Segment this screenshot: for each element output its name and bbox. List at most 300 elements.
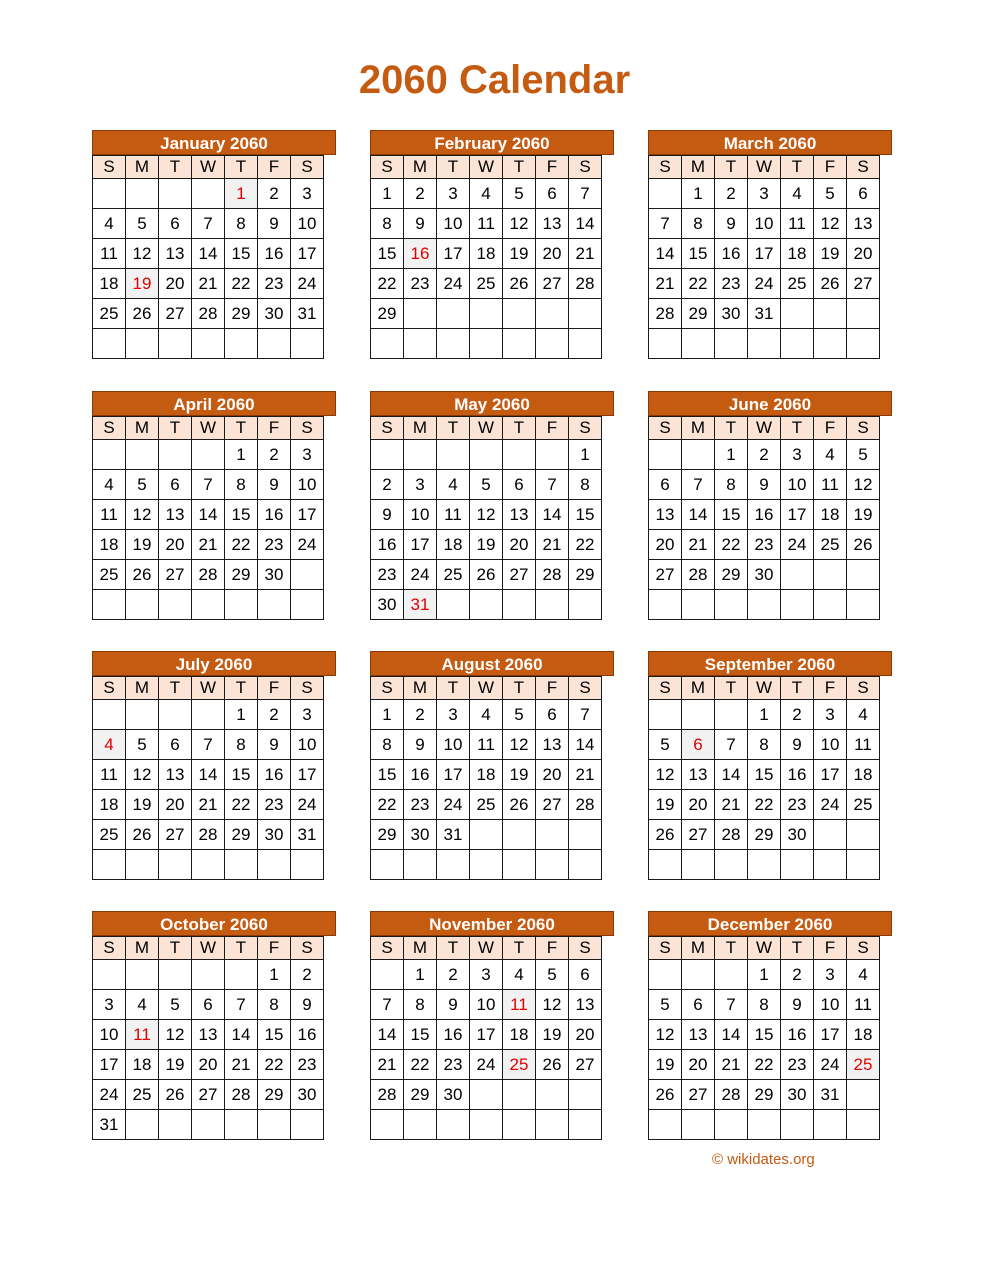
weekday-header-row: [649, 937, 880, 960]
day-cell: 24: [470, 1050, 503, 1080]
day-cell: 3: [748, 179, 781, 209]
weekday-label: T: [437, 677, 470, 700]
day-cell: 11: [93, 239, 126, 269]
day-cell: 6: [192, 990, 225, 1020]
month-block: [648, 911, 890, 1147]
empty-day-cell: [258, 850, 291, 880]
day-cell: 30: [258, 560, 291, 590]
week-row: [371, 239, 602, 269]
empty-day-cell: [404, 850, 437, 880]
week-row: [371, 820, 602, 850]
empty-day-cell: [847, 850, 880, 880]
empty-day-cell: [126, 700, 159, 730]
day-cell: 8: [682, 209, 715, 239]
day-cell: 20: [682, 1050, 715, 1080]
day-cell: 29: [748, 1080, 781, 1110]
day-cell: 22: [682, 269, 715, 299]
weekday-label: T: [781, 937, 814, 960]
day-cell: 20: [536, 760, 569, 790]
day-cell: 2: [748, 440, 781, 470]
day-cell: 20: [159, 269, 192, 299]
day-cell: 26: [649, 1080, 682, 1110]
day-cell: 11: [814, 470, 847, 500]
week-row: [93, 299, 324, 329]
weekday-label: S: [291, 937, 324, 960]
day-cell: 10: [93, 1020, 126, 1050]
weekday-label: S: [569, 677, 602, 700]
day-cell: 29: [715, 560, 748, 590]
day-cell: 15: [404, 1020, 437, 1050]
empty-day-cell: [715, 329, 748, 359]
month-block: [648, 130, 890, 366]
weekday-label: F: [258, 937, 291, 960]
day-cell: 9: [258, 470, 291, 500]
empty-day-cell: [126, 960, 159, 990]
day-cell: 30: [258, 299, 291, 329]
empty-day-cell: [814, 850, 847, 880]
day-cell: 24: [404, 560, 437, 590]
page-title: 2060 Calendar: [358, 58, 631, 102]
day-cell: 21: [715, 1050, 748, 1080]
weekday-label: M: [404, 156, 437, 179]
day-cell: 11: [847, 990, 880, 1020]
weekday-label: S: [93, 417, 126, 440]
empty-day-cell: [371, 1110, 404, 1140]
week-row: [371, 530, 602, 560]
empty-day-cell: [225, 850, 258, 880]
day-cell: 9: [781, 730, 814, 760]
weekday-label: S: [291, 677, 324, 700]
weekday-header-row: [371, 156, 602, 179]
day-cell: 6: [159, 209, 192, 239]
empty-day-cell: [814, 1110, 847, 1140]
week-row: [371, 990, 602, 1020]
day-cell: 16: [258, 760, 291, 790]
day-cell: 16: [781, 760, 814, 790]
weekday-label: T: [225, 417, 258, 440]
day-cell: 2: [404, 179, 437, 209]
day-cell: 21: [192, 530, 225, 560]
day-cell: 2: [781, 700, 814, 730]
day-cell: 10: [781, 470, 814, 500]
weekday-label: S: [93, 937, 126, 960]
day-cell: 19: [126, 790, 159, 820]
empty-day-cell: [715, 850, 748, 880]
weekday-header-row: [93, 677, 324, 700]
weekday-label: T: [715, 937, 748, 960]
empty-day-cell: [649, 700, 682, 730]
day-cell: 7: [569, 179, 602, 209]
weekday-label: W: [470, 677, 503, 700]
week-row: [649, 820, 880, 850]
day-cell: 29: [682, 299, 715, 329]
empty-day-cell: [847, 560, 880, 590]
day-cell: 24: [814, 1050, 847, 1080]
day-cell: 3: [291, 700, 324, 730]
day-cell: 11: [847, 730, 880, 760]
empty-day-cell: [93, 590, 126, 620]
day-cell: 19: [470, 530, 503, 560]
empty-day-cell: [192, 850, 225, 880]
empty-day-cell: [814, 299, 847, 329]
empty-day-cell: [781, 590, 814, 620]
day-cell: 5: [126, 730, 159, 760]
day-cell: 18: [503, 1020, 536, 1050]
day-cell: 13: [159, 760, 192, 790]
weekday-label: F: [536, 677, 569, 700]
weekday-label: T: [159, 937, 192, 960]
week-row: [93, 560, 324, 590]
day-cell: 4: [93, 209, 126, 239]
day-cell: 19: [847, 500, 880, 530]
day-cell: 30: [781, 1080, 814, 1110]
day-cell: 3: [470, 960, 503, 990]
empty-day-cell: [470, 329, 503, 359]
week-row: [93, 470, 324, 500]
day-cell: 8: [748, 990, 781, 1020]
day-cell: 10: [291, 730, 324, 760]
day-cell: 18: [93, 530, 126, 560]
day-cell: 4: [470, 179, 503, 209]
day-cell: 30: [748, 560, 781, 590]
week-row: [649, 700, 880, 730]
day-cell: 3: [93, 990, 126, 1020]
day-cell: 30: [437, 1080, 470, 1110]
day-cell: 28: [715, 820, 748, 850]
week-row: [371, 1110, 602, 1140]
day-cell: 1: [748, 700, 781, 730]
day-cell: 1: [225, 700, 258, 730]
day-cell: 8: [569, 470, 602, 500]
month-title: December 2060: [648, 911, 892, 936]
day-cell: 26: [814, 269, 847, 299]
empty-day-cell: [748, 850, 781, 880]
day-cell: 14: [192, 239, 225, 269]
day-cell: 13: [159, 500, 192, 530]
day-cell: 1: [748, 960, 781, 990]
day-cell: 9: [258, 209, 291, 239]
day-cell: 22: [225, 269, 258, 299]
day-cell: 15: [225, 760, 258, 790]
empty-day-cell: [192, 440, 225, 470]
week-row: [93, 1080, 324, 1110]
day-cell: 27: [536, 790, 569, 820]
day-cell: 5: [159, 990, 192, 1020]
empty-day-cell: [225, 960, 258, 990]
weekday-label: S: [291, 156, 324, 179]
empty-day-cell: [847, 1080, 880, 1110]
day-cell: 8: [748, 730, 781, 760]
day-cell: 9: [404, 730, 437, 760]
day-cell: 20: [682, 790, 715, 820]
week-row: [371, 1080, 602, 1110]
day-cell: 19: [814, 239, 847, 269]
month-table: [92, 416, 324, 620]
empty-day-cell: [192, 1110, 225, 1140]
day-cell: 27: [569, 1050, 602, 1080]
week-row: [371, 1020, 602, 1050]
day-cell: 27: [649, 560, 682, 590]
weekday-label: W: [748, 677, 781, 700]
day-cell: 20: [649, 530, 682, 560]
day-cell: 1: [715, 440, 748, 470]
month-table: [648, 676, 880, 880]
weekday-label: S: [569, 937, 602, 960]
day-cell: 3: [437, 700, 470, 730]
week-row: [371, 269, 602, 299]
month-table: [92, 936, 324, 1140]
day-cell: 17: [814, 760, 847, 790]
day-cell: 18: [470, 239, 503, 269]
day-cell: 25: [126, 1080, 159, 1110]
month-title: May 2060: [370, 391, 614, 416]
day-cell: 4: [93, 470, 126, 500]
day-cell: 27: [847, 269, 880, 299]
empty-day-cell: [569, 1080, 602, 1110]
week-row: [371, 209, 602, 239]
weekday-label: F: [814, 937, 847, 960]
day-cell: 27: [192, 1080, 225, 1110]
day-cell: 21: [649, 269, 682, 299]
day-cell: 6: [536, 700, 569, 730]
day-cell: 3: [291, 179, 324, 209]
week-row: [93, 960, 324, 990]
month-block: [92, 130, 334, 366]
day-cell: 22: [258, 1050, 291, 1080]
week-row: [93, 239, 324, 269]
day-cell: 21: [682, 530, 715, 560]
empty-day-cell: [503, 1080, 536, 1110]
day-cell: 18: [437, 530, 470, 560]
day-cell: 7: [225, 990, 258, 1020]
copyright-text: © wikidates.org: [712, 1151, 815, 1168]
week-row: [371, 790, 602, 820]
day-cell: 30: [371, 590, 404, 620]
day-cell: 28: [682, 560, 715, 590]
day-cell: 20: [503, 530, 536, 560]
day-cell: 22: [225, 790, 258, 820]
day-cell: 15: [225, 239, 258, 269]
weekday-header-row: [649, 156, 880, 179]
holiday-day-cell: 25: [503, 1050, 536, 1080]
week-row: [649, 850, 880, 880]
weekday-label: M: [404, 417, 437, 440]
empty-day-cell: [470, 820, 503, 850]
day-cell: 7: [192, 209, 225, 239]
empty-day-cell: [258, 590, 291, 620]
empty-day-cell: [470, 299, 503, 329]
empty-day-cell: [569, 850, 602, 880]
empty-day-cell: [649, 850, 682, 880]
weekday-label: T: [715, 677, 748, 700]
day-cell: 29: [404, 1080, 437, 1110]
day-cell: 14: [569, 730, 602, 760]
day-cell: 17: [437, 760, 470, 790]
day-cell: 23: [404, 269, 437, 299]
empty-day-cell: [371, 329, 404, 359]
day-cell: 26: [847, 530, 880, 560]
day-cell: 26: [470, 560, 503, 590]
empty-day-cell: [371, 960, 404, 990]
weekday-label: W: [192, 937, 225, 960]
empty-day-cell: [437, 440, 470, 470]
empty-day-cell: [126, 179, 159, 209]
holiday-day-cell: 6: [682, 730, 715, 760]
empty-day-cell: [503, 850, 536, 880]
day-cell: 1: [371, 700, 404, 730]
empty-day-cell: [93, 960, 126, 990]
day-cell: 14: [715, 1020, 748, 1050]
day-cell: 16: [258, 239, 291, 269]
weekday-label: T: [159, 156, 192, 179]
day-cell: 12: [126, 239, 159, 269]
empty-day-cell: [649, 440, 682, 470]
week-row: [93, 500, 324, 530]
month-title: February 2060: [370, 130, 614, 155]
empty-day-cell: [470, 1110, 503, 1140]
weekday-label: F: [536, 156, 569, 179]
day-cell: 15: [682, 239, 715, 269]
day-cell: 19: [159, 1050, 192, 1080]
day-cell: 31: [93, 1110, 126, 1140]
day-cell: 24: [781, 530, 814, 560]
day-cell: 1: [682, 179, 715, 209]
day-cell: 2: [258, 440, 291, 470]
day-cell: 16: [781, 1020, 814, 1050]
weekday-header-row: [649, 677, 880, 700]
day-cell: 15: [225, 500, 258, 530]
day-cell: 15: [371, 239, 404, 269]
day-cell: 5: [536, 960, 569, 990]
holiday-day-cell: 1: [225, 179, 258, 209]
day-cell: 27: [536, 269, 569, 299]
day-cell: 27: [503, 560, 536, 590]
weekday-label: F: [814, 156, 847, 179]
week-row: [649, 179, 880, 209]
weekday-label: M: [126, 156, 159, 179]
month-title: March 2060: [648, 130, 892, 155]
empty-day-cell: [715, 960, 748, 990]
weekday-label: M: [404, 937, 437, 960]
empty-day-cell: [93, 850, 126, 880]
week-row: [93, 179, 324, 209]
weekday-label: W: [470, 937, 503, 960]
week-row: [93, 850, 324, 880]
day-cell: 22: [748, 790, 781, 820]
weekday-header-row: [649, 417, 880, 440]
day-cell: 11: [437, 500, 470, 530]
empty-day-cell: [536, 850, 569, 880]
day-cell: 28: [536, 560, 569, 590]
week-row: [371, 730, 602, 760]
day-cell: 4: [470, 700, 503, 730]
month-table: [370, 676, 602, 880]
day-cell: 24: [814, 790, 847, 820]
day-cell: 6: [569, 960, 602, 990]
day-cell: 15: [371, 760, 404, 790]
day-cell: 24: [93, 1080, 126, 1110]
weekday-header-row: [93, 937, 324, 960]
week-row: [371, 440, 602, 470]
day-cell: 10: [437, 209, 470, 239]
day-cell: 6: [847, 179, 880, 209]
day-cell: 19: [503, 239, 536, 269]
day-cell: 30: [404, 820, 437, 850]
day-cell: 27: [159, 820, 192, 850]
week-row: [649, 329, 880, 359]
day-cell: 6: [649, 470, 682, 500]
day-cell: 19: [503, 760, 536, 790]
week-row: [649, 960, 880, 990]
day-cell: 8: [404, 990, 437, 1020]
month-block: [370, 391, 612, 627]
weekday-label: T: [503, 937, 536, 960]
day-cell: 13: [159, 239, 192, 269]
day-cell: 29: [748, 820, 781, 850]
day-cell: 5: [503, 179, 536, 209]
empty-day-cell: [159, 590, 192, 620]
weekday-label: S: [371, 937, 404, 960]
weekday-label: S: [649, 677, 682, 700]
month-table: [370, 416, 602, 620]
day-cell: 19: [649, 790, 682, 820]
weekday-label: S: [649, 937, 682, 960]
empty-day-cell: [192, 590, 225, 620]
weekday-label: T: [781, 417, 814, 440]
weekday-label: T: [437, 156, 470, 179]
weekday-label: F: [536, 937, 569, 960]
empty-day-cell: [715, 590, 748, 620]
day-cell: 30: [781, 820, 814, 850]
day-cell: 16: [291, 1020, 324, 1050]
day-cell: 26: [649, 820, 682, 850]
day-cell: 21: [192, 269, 225, 299]
day-cell: 27: [159, 560, 192, 590]
day-cell: 17: [748, 239, 781, 269]
weekday-label: T: [225, 156, 258, 179]
day-cell: 22: [371, 790, 404, 820]
weekday-header-row: [93, 417, 324, 440]
weekday-header-row: [371, 677, 602, 700]
week-row: [371, 329, 602, 359]
week-row: [371, 960, 602, 990]
empty-day-cell: [437, 329, 470, 359]
day-cell: 3: [814, 960, 847, 990]
day-cell: 28: [225, 1080, 258, 1110]
day-cell: 16: [748, 500, 781, 530]
weekday-label: W: [470, 417, 503, 440]
weekday-label: T: [437, 417, 470, 440]
day-cell: 30: [291, 1080, 324, 1110]
week-row: [371, 590, 602, 620]
day-cell: 17: [470, 1020, 503, 1050]
week-row: [93, 730, 324, 760]
day-cell: 28: [192, 560, 225, 590]
day-cell: 28: [371, 1080, 404, 1110]
empty-day-cell: [503, 590, 536, 620]
month-title: October 2060: [92, 911, 336, 936]
empty-day-cell: [649, 1110, 682, 1140]
day-cell: 19: [649, 1050, 682, 1080]
week-row: [371, 1050, 602, 1080]
empty-day-cell: [682, 590, 715, 620]
day-cell: 17: [291, 760, 324, 790]
month-title: June 2060: [648, 391, 892, 416]
day-cell: 8: [225, 209, 258, 239]
empty-day-cell: [781, 329, 814, 359]
day-cell: 25: [781, 269, 814, 299]
day-cell: 26: [126, 820, 159, 850]
